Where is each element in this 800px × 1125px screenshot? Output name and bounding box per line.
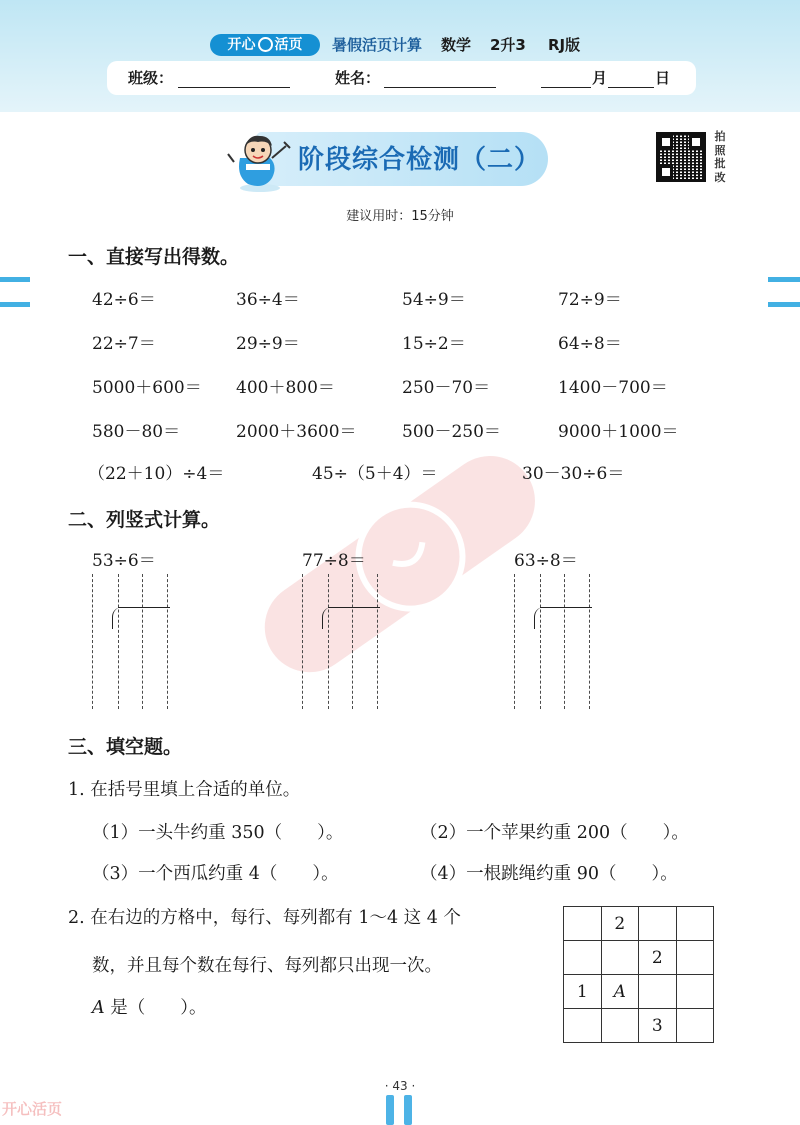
answer-blank: 是（ ）。 bbox=[104, 998, 207, 1018]
exercise-3-1: 5000＋600＝ bbox=[92, 378, 202, 398]
side-mark-right-2 bbox=[768, 302, 800, 307]
name-label: 姓名： bbox=[335, 69, 381, 87]
section-2-heading: 二、列竖式计算。 bbox=[68, 509, 221, 531]
footer-watermark-logo: 开心活页 bbox=[2, 1100, 63, 1118]
section-1-heading: 一、直接写出得数。 bbox=[68, 246, 240, 268]
vertical-problem-1: 53÷6＝ bbox=[92, 551, 156, 571]
grid-cell bbox=[601, 1009, 639, 1043]
question-1-d[interactable]: （4）一根跳绳约重 90（ ）。 bbox=[420, 864, 678, 884]
section-3-heading: 三、填空题。 bbox=[68, 736, 183, 758]
series-title: 暑假活页计算 bbox=[332, 36, 423, 54]
side-mark-left-2 bbox=[0, 302, 30, 307]
grid-cell: 2 bbox=[639, 941, 677, 975]
student-info-bar bbox=[107, 61, 696, 95]
grid-row bbox=[564, 907, 714, 941]
exercise-3-3: 250－70＝ bbox=[402, 378, 491, 398]
name-field[interactable] bbox=[384, 87, 496, 88]
suggested-time: 建议用时：15分钟 bbox=[346, 209, 454, 224]
grid-cell bbox=[601, 941, 639, 975]
grid-cell bbox=[639, 907, 677, 941]
exercise-1-2: 36÷4＝ bbox=[236, 290, 300, 310]
grid-cell: 3 bbox=[639, 1009, 677, 1043]
exercise-2-2: 29÷9＝ bbox=[236, 334, 300, 354]
grid-row bbox=[564, 975, 714, 1009]
question-1-a[interactable]: （1）一头牛约重 350（ ）。 bbox=[92, 823, 344, 843]
page-number: · 43 · bbox=[384, 1079, 416, 1093]
exercise-5-3: 30－30÷6＝ bbox=[522, 464, 625, 484]
exercise-2-3: 15÷2＝ bbox=[402, 334, 466, 354]
exercise-1-3: 54÷9＝ bbox=[402, 290, 466, 310]
photo-grade-caption: 拍照批改 bbox=[714, 130, 726, 184]
grid-cell bbox=[639, 975, 677, 1009]
side-mark-left-1 bbox=[0, 277, 30, 282]
exercise-4-2: 2000＋3600＝ bbox=[236, 422, 357, 442]
grid-cell: 2 bbox=[601, 907, 639, 941]
qr-code-icon[interactable] bbox=[656, 132, 706, 182]
grid-cell bbox=[564, 941, 602, 975]
side-mark-right-1 bbox=[768, 277, 800, 282]
variable-a: A bbox=[92, 998, 105, 1018]
grid-cell bbox=[676, 941, 713, 975]
exercise-4-4: 9000＋1000＝ bbox=[558, 422, 679, 442]
exercise-3-2: 400＋800＝ bbox=[236, 378, 335, 398]
class-label: 班级： bbox=[128, 69, 174, 87]
exercise-5-1: （22＋10）÷4＝ bbox=[88, 464, 225, 484]
exercise-1-4: 72÷9＝ bbox=[558, 290, 622, 310]
brand-text-2: 活页 bbox=[274, 37, 303, 53]
brand-logo bbox=[210, 34, 320, 56]
month-field[interactable] bbox=[541, 87, 591, 88]
footer-bar-left bbox=[386, 1095, 394, 1125]
grid-cell bbox=[676, 907, 713, 941]
exercise-3-4: 1400－700＝ bbox=[558, 378, 668, 398]
grid-cell bbox=[564, 1009, 602, 1043]
mascot-icon bbox=[226, 128, 300, 194]
question-1-c[interactable]: （3）一个西瓜约重 4（ ）。 bbox=[92, 864, 339, 884]
exercise-2-1: 22÷7＝ bbox=[92, 334, 156, 354]
day-label: 日 bbox=[655, 69, 671, 87]
edition-label: RJ版 bbox=[548, 36, 581, 54]
number-grid bbox=[563, 906, 714, 1043]
exercise-4-1: 580－80＝ bbox=[92, 422, 181, 442]
day-field[interactable] bbox=[608, 87, 654, 88]
exercise-1-1: 42÷6＝ bbox=[92, 290, 156, 310]
exercise-4-3: 500－250＝ bbox=[402, 422, 501, 442]
question-2-line-1: 2. 在右边的方格中，每行、每列都有 1～4 这 4 个 bbox=[68, 908, 461, 928]
page-title: 阶段综合检测（二） bbox=[298, 145, 542, 175]
brand-text: 开心 bbox=[227, 37, 256, 53]
grid-cell bbox=[676, 1009, 713, 1043]
header-band bbox=[0, 0, 800, 112]
question-2-line-3[interactable] bbox=[92, 996, 206, 1020]
brand-ring-icon bbox=[258, 37, 273, 52]
grid-cell: 1 bbox=[564, 975, 602, 1009]
footer-bar-right bbox=[404, 1095, 412, 1125]
grid-row bbox=[564, 1009, 714, 1043]
question-1-stem: 1. 在括号里填上合适的单位。 bbox=[68, 780, 301, 800]
vertical-problem-2: 77÷8＝ bbox=[302, 551, 366, 571]
grid-cell-variable: A bbox=[601, 975, 639, 1009]
subject-label: 数学 bbox=[441, 36, 472, 54]
exercise-5-2: 45÷（5＋4）＝ bbox=[312, 464, 438, 484]
class-field[interactable] bbox=[178, 87, 290, 88]
month-label: 月 bbox=[592, 69, 608, 87]
grid-cell bbox=[564, 907, 602, 941]
exercise-2-4: 64÷8＝ bbox=[558, 334, 622, 354]
grid-cell bbox=[676, 975, 713, 1009]
grid-row bbox=[564, 941, 714, 975]
vertical-problem-3: 63÷8＝ bbox=[514, 551, 578, 571]
grade-label: 2升3 bbox=[490, 36, 526, 54]
question-2-line-2: 数，并且每个数在每行、每列都只出现一次。 bbox=[92, 956, 442, 976]
question-1-b[interactable]: （2）一个苹果约重 200（ ）。 bbox=[420, 823, 689, 843]
